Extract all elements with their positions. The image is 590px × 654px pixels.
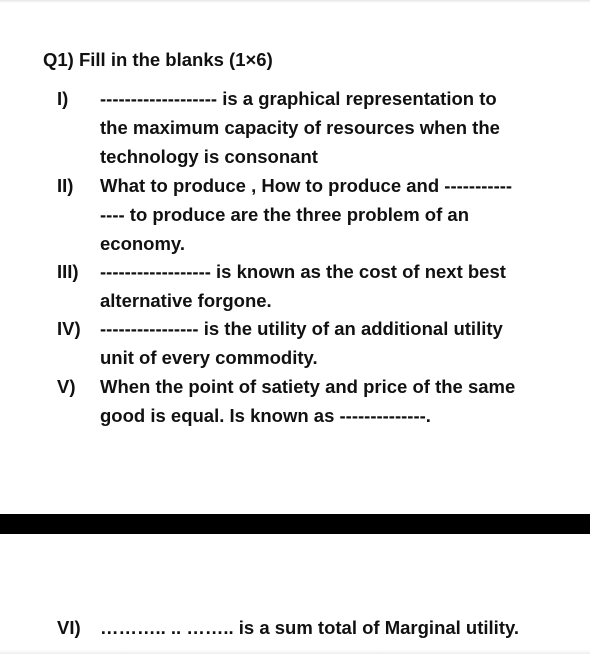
list-item [57, 257, 547, 315]
item-numeral: IV) [57, 318, 81, 339]
item-text: ------------------- is a graphical representation to the maximum capacity of resources when the technology is consonant [100, 88, 500, 167]
item-text: When the point of satiety and price of the same good is equal. Is known as --------------. [100, 376, 516, 426]
item-numeral: II) [57, 175, 74, 196]
list-item [57, 314, 547, 372]
page-top-edge [0, 0, 590, 3]
item-text: ---------------- is the utility of an additional utility unit of every commodity. [100, 318, 503, 368]
page-separator-bar [0, 514, 590, 534]
list-item [57, 372, 547, 430]
item-text: ……….. .. …….. is a sum total of Marginal utility. [100, 617, 520, 638]
item-numeral: I) [57, 88, 69, 109]
item-numeral: III) [57, 261, 79, 282]
item-text: What to produce , How to produce and ----------- ---- to produce are the three problem of an economy. [100, 175, 513, 254]
list-item [57, 613, 547, 642]
item-text: ------------------ is known as the cost of next best alternative forgone. [100, 261, 506, 311]
page-bottom-edge [0, 650, 590, 654]
item-numeral: VI) [57, 617, 81, 638]
list-item [57, 84, 547, 171]
item-numeral: V) [57, 376, 76, 397]
question-heading: Q1) Fill in the blanks (1×6) [43, 49, 273, 70]
list-item [57, 171, 547, 258]
